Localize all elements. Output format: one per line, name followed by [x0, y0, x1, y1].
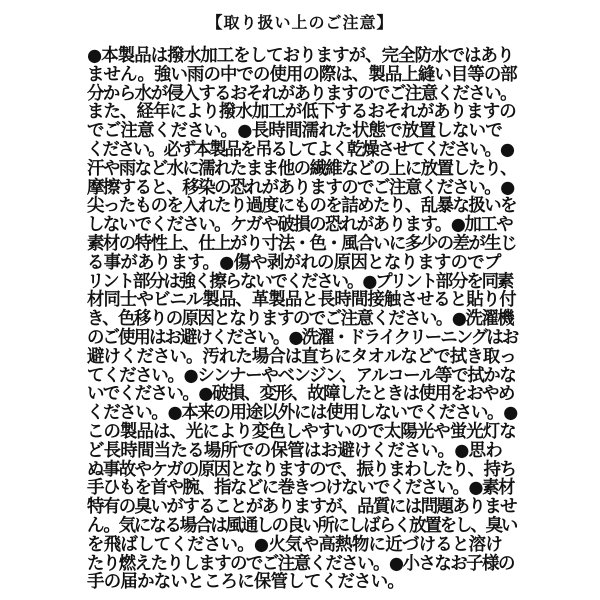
notice-line: ●本製品は撥水加工をしておりますが、完全防水ではあり	[87, 46, 514, 66]
notice-line: ど長時間当たる場所での保管はお避けください。●思わ	[87, 440, 503, 461]
notice-line: 素材の特性上、仕上がり寸法・色・風合いに多少の差が生じ	[87, 233, 517, 254]
notice-line: でご注意ください。●長時間濡れた状態で放置しないで	[87, 121, 503, 142]
notice-line: ください。●本来の用途以外には使用しないでください。●	[87, 403, 518, 424]
notice-line: てください。●シンナーやベンジン、アルコール等で拭かな	[87, 365, 516, 386]
notice-line: しないでください。ケガや破損の恐れがあります。●加工や	[87, 215, 513, 236]
notice-line: る事があります。●傷や剥がれの原因となりますのでプ	[87, 252, 501, 273]
notice-line: 汗や雨など水に濡れたまま他の繊維などの上に放置したり、	[87, 158, 517, 179]
notice-line: を飛ばしてください。●火気や高熱物に近づけると溶け	[87, 534, 503, 555]
notice-line: ん。気になる場合は風通しの良い所にしばらく放置をし、臭い	[87, 515, 517, 536]
notice-line: また、経年により撥水加工が低下するおそれがありますの	[87, 102, 516, 123]
notice-line: リント部分は強く擦らないでください。●プリント部分を同素	[87, 271, 513, 292]
notice-line: ください。必ず本製品を吊るしてよく乾燥させてください。●	[87, 139, 513, 160]
notice-line: 分から水が侵入するおそれがありますのでご注意ください。	[87, 83, 517, 104]
notice-line: いでください。●破損、変形、故障したときは使用をおやめ	[87, 384, 514, 405]
notice-line: のご使用はお避けください。●洗濯・ドライクリーニングはお	[87, 327, 518, 348]
notice-body	[87, 47, 517, 592]
notice-line: 摩擦すると、移染の恐れがありますのでご注意ください。●	[87, 177, 514, 198]
page-title: 【取り扱い上のご注意】	[206, 13, 394, 32]
notice-line: 手の届かないところに保管してください。	[87, 572, 405, 593]
notice-line: 材同士やビニル製品、革製品と長時間接触させると貼り付	[87, 290, 516, 311]
notice-line: き、色移りの原因となりますのでご注意ください。●洗濯機	[87, 309, 514, 330]
notice-line: ぬ事故やケガの原因となりますので、振りまわしたり、持ち	[87, 459, 516, 480]
notice-line: 手ひもを首や腕、指などに巻きつけないでください。●素材	[87, 478, 514, 499]
notice-line: この製品は、光により変色しやすいので太陽光や蛍光灯な	[87, 421, 516, 442]
notice-line: 避けください。汚れた場合は直ちにタオルなどで拭き取っ	[87, 346, 516, 367]
notice-line: たり燃えたりしますのでご注意ください。●小さなお子様の	[87, 553, 514, 574]
notice-line: 尖ったものを入れたり過度にものを詰めたり、乱暴な扱いを	[87, 196, 517, 217]
notice-line: 特有の臭いがすることがありますが、品質には問題ありませ	[87, 497, 517, 518]
notice-line: ません。強い雨の中での使用の際は、製品上縫い目等の部	[87, 64, 517, 85]
